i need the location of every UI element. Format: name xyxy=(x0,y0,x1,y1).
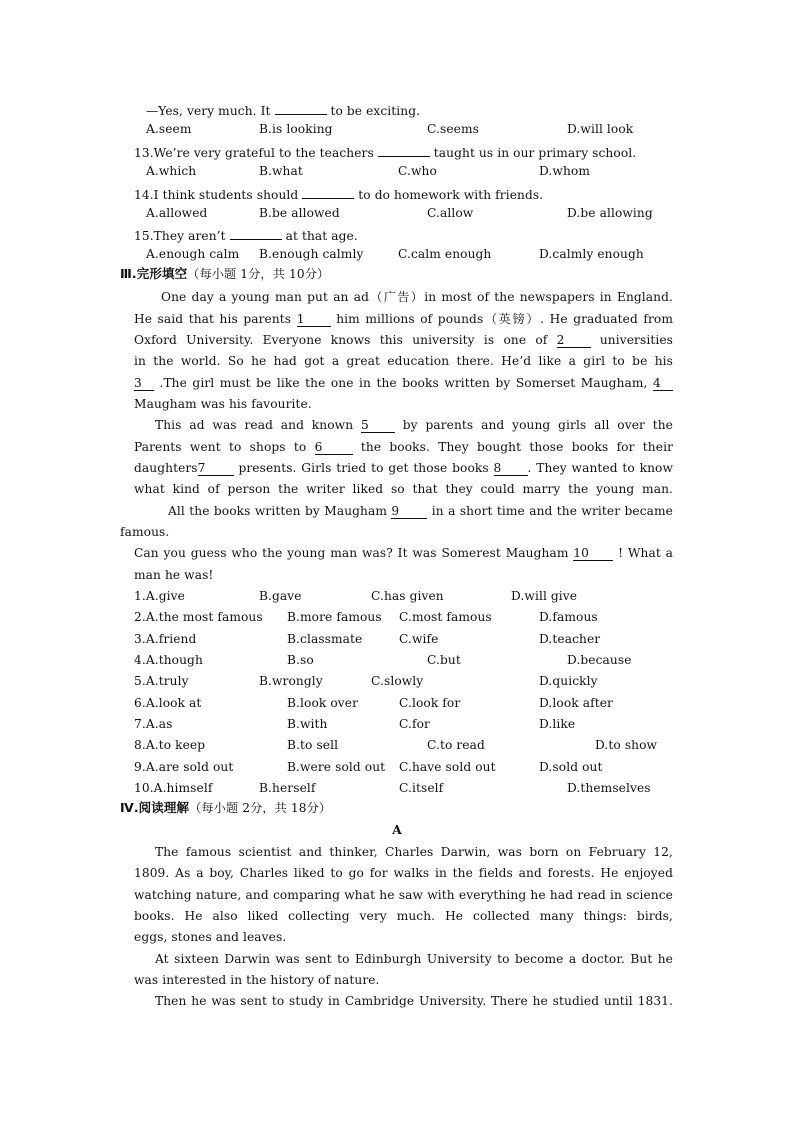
cloze-q10-option-b[interactable]: B.herself xyxy=(259,781,316,795)
cloze-q5-option-d[interactable]: D.quickly xyxy=(539,674,598,688)
cloze-q3-option-b[interactable]: B.classmate xyxy=(287,632,363,646)
cloze-q9-option-a[interactable]: 9.A.are sold out xyxy=(134,760,234,774)
q12-dialogue-pre: —Yes, very much. It xyxy=(146,104,271,118)
cloze-q10-option-c[interactable]: C.itself xyxy=(399,781,444,795)
cloze-line xyxy=(134,311,673,327)
cloze-q7-option-d[interactable]: D.like xyxy=(539,717,576,731)
cloze-line xyxy=(134,332,673,348)
reading-line xyxy=(134,887,673,903)
reading-line xyxy=(134,972,380,988)
cloze-q8-option-c[interactable]: C.to read xyxy=(427,738,485,752)
cloze-text: ! What a xyxy=(618,546,673,560)
cloze-q6-option-a[interactable]: 6.A.look at xyxy=(134,696,202,710)
q12-option-c[interactable]: C.seems xyxy=(427,122,479,136)
cloze-q10-option-d[interactable]: D.themselves xyxy=(567,781,651,795)
cloze-text: Parents went to shops to xyxy=(134,440,315,454)
cloze-line xyxy=(161,289,673,305)
cloze-q3-option-a[interactable]: 3.A.friend xyxy=(134,632,197,646)
cloze-q8-option-b[interactable]: B.to sell xyxy=(287,738,339,752)
cloze-q1-option-a[interactable]: 1.A.give xyxy=(134,589,185,603)
cloze-text: the books. They bought those books for their xyxy=(352,440,673,454)
cloze-blank-9[interactable]: 9 xyxy=(391,504,427,519)
q13-option-c[interactable]: C.who xyxy=(398,164,437,178)
cloze-blank-8[interactable]: 8 xyxy=(494,461,528,476)
q15-option-d[interactable]: D.calmly enough xyxy=(539,247,644,261)
reading-line xyxy=(155,993,673,1009)
q13-option-b[interactable]: B.what xyxy=(259,164,303,178)
cloze-q2-option-b[interactable]: B.more famous xyxy=(287,610,382,624)
cloze-heading-title: Ⅲ.完形填空 xyxy=(120,266,188,281)
cloze-q7-option-a[interactable]: 7.A.as xyxy=(134,717,173,731)
cloze-q9-option-d[interactable]: D.sold out xyxy=(539,760,603,774)
reading-line xyxy=(134,929,286,945)
q12-option-d[interactable]: D.will look xyxy=(567,122,634,136)
q13-option-d[interactable]: D.whom xyxy=(539,164,590,178)
q12-option-b[interactable]: B.is looking xyxy=(259,122,333,136)
q15-option-b[interactable]: B.enough calmly xyxy=(259,247,364,261)
cloze-q7-option-b[interactable]: B.with xyxy=(287,717,328,731)
cloze-line xyxy=(134,460,673,476)
answer-blank[interactable] xyxy=(302,184,354,199)
q13-stem xyxy=(134,142,636,161)
cloze-q4-option-b[interactable]: B.so xyxy=(287,653,314,667)
cloze-line xyxy=(155,417,673,433)
cloze-q3-option-d[interactable]: D.teacher xyxy=(539,632,601,646)
q13-pre: 13.We’re very grateful to the teachers xyxy=(134,146,374,160)
cloze-line xyxy=(168,503,673,519)
cloze-q4-option-c[interactable]: C.but xyxy=(427,653,461,667)
reading-text: was interested in the history of nature. xyxy=(134,973,380,987)
cloze-q2-option-a[interactable]: 2.A.the most famous xyxy=(134,610,263,624)
answer-blank[interactable] xyxy=(378,142,430,157)
cloze-q1-option-c[interactable]: C.has given xyxy=(371,589,444,603)
reading-text: The famous scientist and thinker, Charles Darwin, was born on February 12, xyxy=(155,845,673,859)
q13-option-a[interactable]: A.which xyxy=(146,164,197,178)
cloze-line xyxy=(134,439,673,455)
cloze-blank-4[interactable]: 4 xyxy=(653,376,673,391)
cloze-text: All the books written by Maugham xyxy=(168,504,392,518)
cloze-blank-1[interactable]: 1 xyxy=(297,312,331,327)
cloze-q3-option-c[interactable]: C.wife xyxy=(399,632,439,646)
cloze-section-heading xyxy=(120,266,329,282)
cloze-line xyxy=(134,481,673,497)
q14-option-d[interactable]: D.be allowing xyxy=(567,206,653,220)
q15-option-c[interactable]: C.calm enough xyxy=(398,247,492,261)
reading-heading-title: Ⅳ.阅读理解 xyxy=(120,800,190,815)
cloze-q5-option-c[interactable]: C.slowly xyxy=(371,674,424,688)
cloze-text: . They wanted to know xyxy=(527,461,673,475)
cloze-q1-option-b[interactable]: B.gave xyxy=(259,589,302,603)
cloze-line xyxy=(134,545,673,561)
reading-text: At sixteen Darwin was sent to Edinburgh University to become a doctor. But he xyxy=(155,952,673,966)
cloze-text: famous. xyxy=(120,525,170,539)
cloze-text: Can you guess who the young man was? It was Somerest Maugham xyxy=(134,546,574,560)
cloze-text: Oxford University. Everyone knows this university is one of xyxy=(134,333,557,347)
cloze-line xyxy=(134,396,312,412)
cloze-q6-option-c[interactable]: C.look for xyxy=(399,696,461,710)
reading-line xyxy=(134,865,673,881)
cloze-q1-option-d[interactable]: D.will give xyxy=(511,589,578,603)
cloze-heading-note: （每小题 1分，共 10分） xyxy=(187,267,330,281)
cloze-line xyxy=(134,567,213,583)
cloze-q8-option-d[interactable]: D.to show xyxy=(595,738,658,752)
q14-option-c[interactable]: C.allow xyxy=(427,206,474,220)
cloze-text: in a short time and the writer became xyxy=(427,504,673,518)
cloze-text: This ad was read and known xyxy=(155,418,361,432)
answer-blank[interactable] xyxy=(230,225,282,240)
cloze-q4-option-d[interactable]: D.because xyxy=(567,653,632,667)
q14-post: to do homework with friends. xyxy=(358,188,544,202)
q14-option-a[interactable]: A.allowed xyxy=(146,206,208,220)
cloze-blank-5[interactable]: 5 xyxy=(361,418,395,433)
q13-post: taught us in our primary school. xyxy=(433,146,637,160)
cloze-q8-option-a[interactable]: 8.A.to keep xyxy=(134,738,206,752)
cloze-text: daughters xyxy=(134,461,198,475)
cloze-blank-2[interactable]: 2 xyxy=(557,333,591,348)
q14-option-b[interactable]: B.be allowed xyxy=(259,206,340,220)
q14-stem xyxy=(134,184,543,203)
cloze-text: He said that his parents xyxy=(134,312,297,326)
cloze-text: Maugham was his favourite. xyxy=(134,397,312,411)
cloze-text: in the world. So he had got a great education there. He’d like a girl to be his xyxy=(134,354,673,368)
cloze-blank-6[interactable]: 6 xyxy=(315,440,353,455)
cloze-line xyxy=(120,524,169,540)
cloze-text: .The girl must be like the one in the books written by Somerset Maugham, xyxy=(154,376,653,390)
reading-text: Then he was sent to study in Cambridge University. There he studied until 1831. xyxy=(155,994,673,1008)
cloze-line xyxy=(134,353,673,369)
cloze-q9-option-c[interactable]: C.have sold out xyxy=(399,760,496,774)
reading-section-heading xyxy=(120,800,331,816)
reading-text: eggs, stones and leaves. xyxy=(134,930,287,944)
q15-option-a[interactable]: A.enough calm xyxy=(146,247,240,261)
reading-text: watching nature, and comparing what he saw with everything he had read in science xyxy=(134,888,673,902)
cloze-q4-option-a[interactable]: 4.A.though xyxy=(134,653,203,667)
cloze-text: man he was! xyxy=(134,568,214,582)
cloze-q2-option-d[interactable]: D.famous xyxy=(539,610,598,624)
cloze-q5-option-b[interactable]: B.wrongly xyxy=(259,674,323,688)
q14-pre: 14.I think students should xyxy=(134,188,299,202)
q15-stem xyxy=(134,225,358,244)
cloze-text: One day a young man put an ad（广告）in most of the newspapers in England. xyxy=(161,290,673,304)
answer-blank[interactable] xyxy=(275,100,327,115)
cloze-q5-option-a[interactable]: 5.A.truly xyxy=(134,674,189,688)
cloze-q6-option-d[interactable]: D.look after xyxy=(539,696,613,710)
q15-pre: 15.They aren’t xyxy=(134,229,226,243)
cloze-blank-10[interactable]: 10 xyxy=(573,546,613,561)
cloze-line xyxy=(134,375,673,391)
passage-label: A xyxy=(392,823,402,837)
cloze-blank-3[interactable]: 3 xyxy=(134,376,154,391)
cloze-q6-option-b[interactable]: B.look over xyxy=(287,696,359,710)
reading-text: 1809. As a boy, Charles liked to go for walks in the fields and forests. He enjoyed xyxy=(134,866,673,880)
reading-text: books. He also liked collecting very much. He collected many things: birds, xyxy=(134,909,673,923)
reading-heading-note: （每小题 2分，共 18分） xyxy=(189,801,332,815)
cloze-text: him millions of pounds（英镑）. He graduated from xyxy=(330,312,673,326)
q12-dialogue xyxy=(146,100,420,119)
cloze-q7-option-c[interactable]: C.for xyxy=(399,717,430,731)
cloze-text: what kind of person the writer liked so that they could marry the young man. xyxy=(134,482,673,496)
reading-line xyxy=(134,908,673,924)
cloze-q10-option-a[interactable]: 10.A.himself xyxy=(134,781,213,795)
q12-option-a[interactable]: A.seem xyxy=(146,122,192,136)
cloze-text: by parents and young girls all over the xyxy=(402,418,673,432)
cloze-blank-7[interactable]: 7 xyxy=(198,461,234,476)
cloze-q9-option-b[interactable]: B.were sold out xyxy=(287,760,386,774)
cloze-text: presents. Girls tried to get those books xyxy=(233,461,494,475)
reading-line xyxy=(155,951,673,967)
cloze-text: universities xyxy=(590,333,673,347)
q12-dialogue-post: to be exciting. xyxy=(330,104,421,118)
q15-post: at that age. xyxy=(285,229,358,243)
reading-line xyxy=(155,844,673,860)
cloze-q2-option-c[interactable]: C.most famous xyxy=(399,610,492,624)
